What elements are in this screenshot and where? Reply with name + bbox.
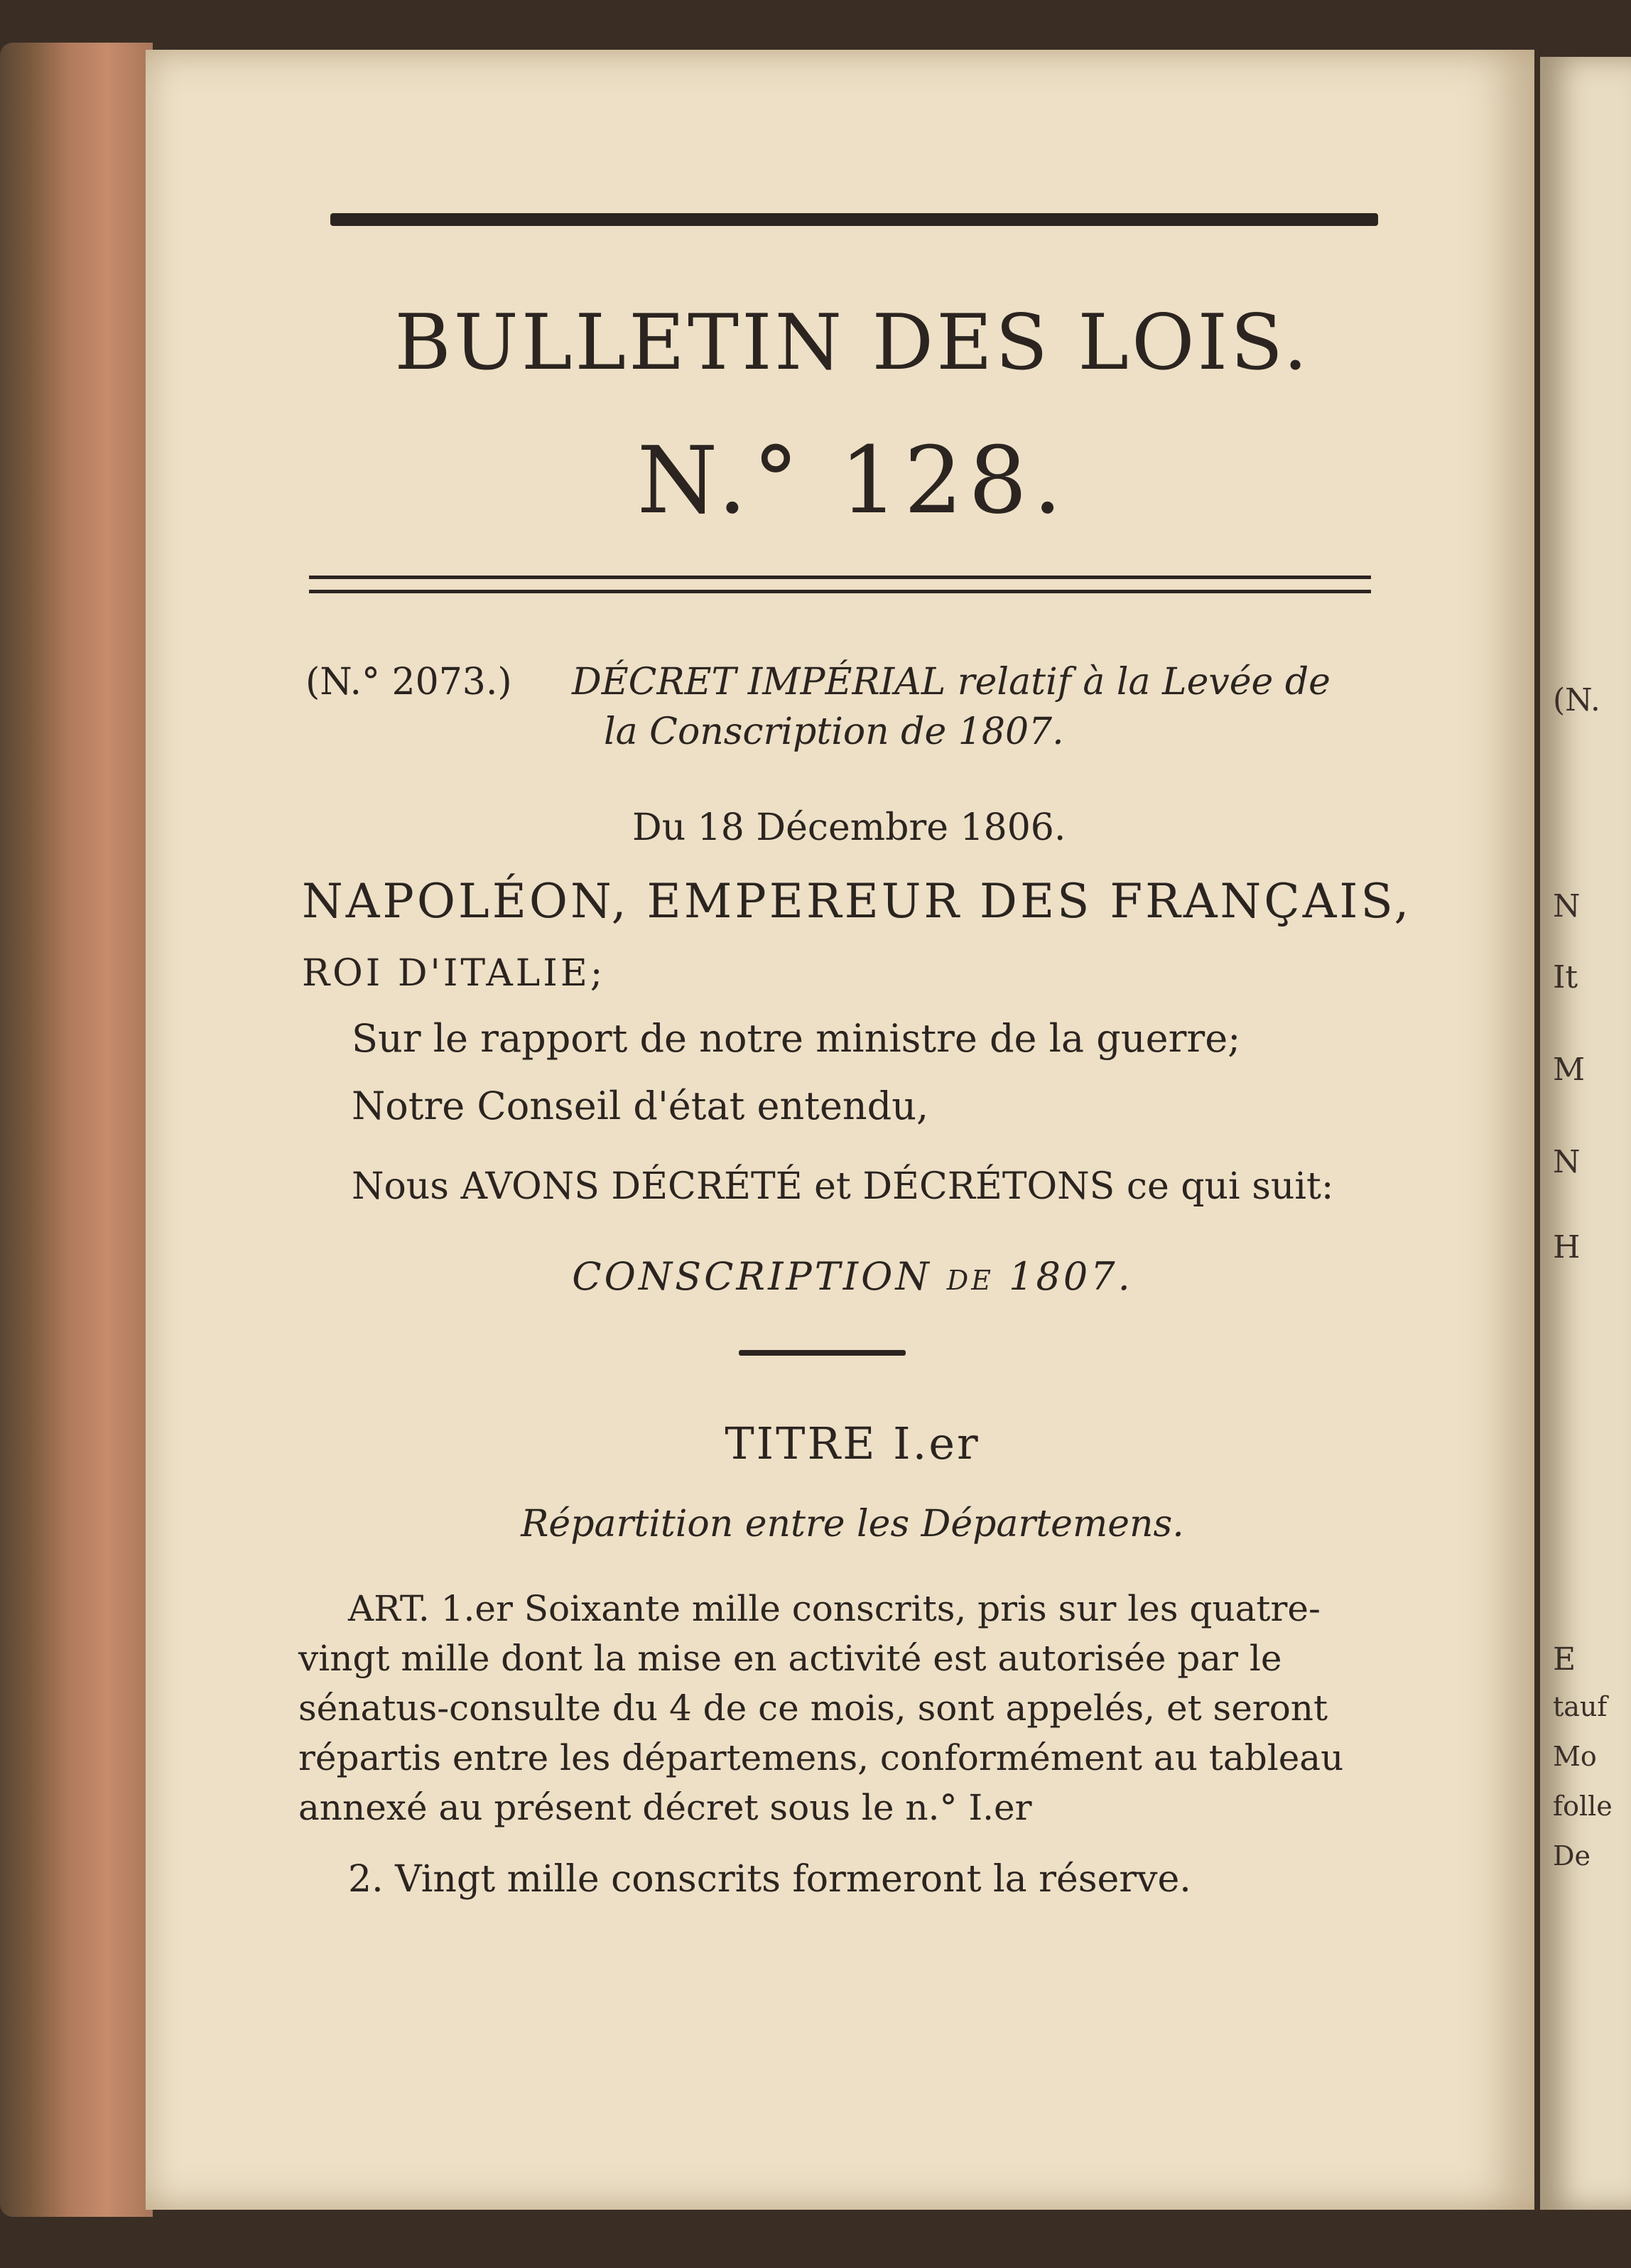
adjacent-page-text: tauf: [1553, 1691, 1608, 1722]
article-1-line: annexé au présent décret sous le n.° I.er: [298, 1787, 1032, 1828]
decree-heading-line1: DÉCRET IMPÉRIAL relatif à la Levée de: [572, 661, 1331, 703]
article-1-line: répartis entre les départemens, conformément au tableau: [298, 1737, 1344, 1778]
decree-date: Du 18 Décembre 1806.: [632, 806, 1066, 849]
section-heading: CONSCRIPTION de 1807.: [572, 1254, 1133, 1299]
article-1-line: sénatus-consulte du 4 de ce mois, sont appelés, et seront: [298, 1688, 1328, 1729]
adjacent-page-text: N: [1553, 888, 1581, 924]
section-divider: [739, 1350, 906, 1356]
book-page-edges: [0, 43, 153, 2217]
titre-heading: TITRE I.er: [725, 1418, 980, 1469]
preamble-decret: Nous AVONS DÉCRÉTÉ et DÉCRÉTONS ce qui suit:: [352, 1165, 1334, 1208]
adjacent-page-text: Mo: [1553, 1741, 1597, 1772]
adjacent-page-text: (N.: [1553, 682, 1600, 718]
titre-subtitle: Répartition entre les Départemens.: [521, 1503, 1184, 1545]
adjacent-page-text: H: [1553, 1229, 1581, 1265]
top-rule: [330, 213, 1378, 226]
preamble-emperor: NAPOLÉON, EMPEREUR DES FRANÇAIS,: [302, 874, 1412, 929]
adjacent-page-text: E: [1553, 1641, 1576, 1678]
adjacent-page-text: De: [1553, 1840, 1591, 1872]
decree-reference: (N.° 2073.): [305, 661, 512, 703]
bulletin-number: N.° 128.: [636, 426, 1068, 534]
double-rule-bottom: [309, 590, 1371, 593]
adjacent-page-text: N: [1553, 1144, 1581, 1180]
article-2: 2. Vingt mille conscrits formeront la réserve.: [348, 1858, 1191, 1901]
preamble-king: ROI D'ITALIE;: [302, 952, 606, 995]
preamble-rapport: Sur le rapport de notre ministre de la guerre;: [352, 1016, 1241, 1061]
double-rule-top: [309, 576, 1371, 579]
decree-heading-line2: la Conscription de 1807.: [604, 711, 1064, 753]
adjacent-page-text: M: [1553, 1052, 1586, 1088]
adjacent-page-text: It: [1553, 959, 1578, 995]
preamble-conseil: Notre Conseil d'état entendu,: [352, 1084, 929, 1128]
adjacent-page-text: folle: [1553, 1791, 1613, 1822]
adjacent-page-edge: [1540, 57, 1631, 2210]
bulletin-title: BULLETIN DES LOIS.: [394, 298, 1311, 387]
article-1-line: vingt mille dont la mise en activité est autorisée par le: [298, 1638, 1282, 1679]
article-1-line: ART. 1.er Soixante mille conscrits, pris sur les quatre-: [348, 1588, 1321, 1629]
